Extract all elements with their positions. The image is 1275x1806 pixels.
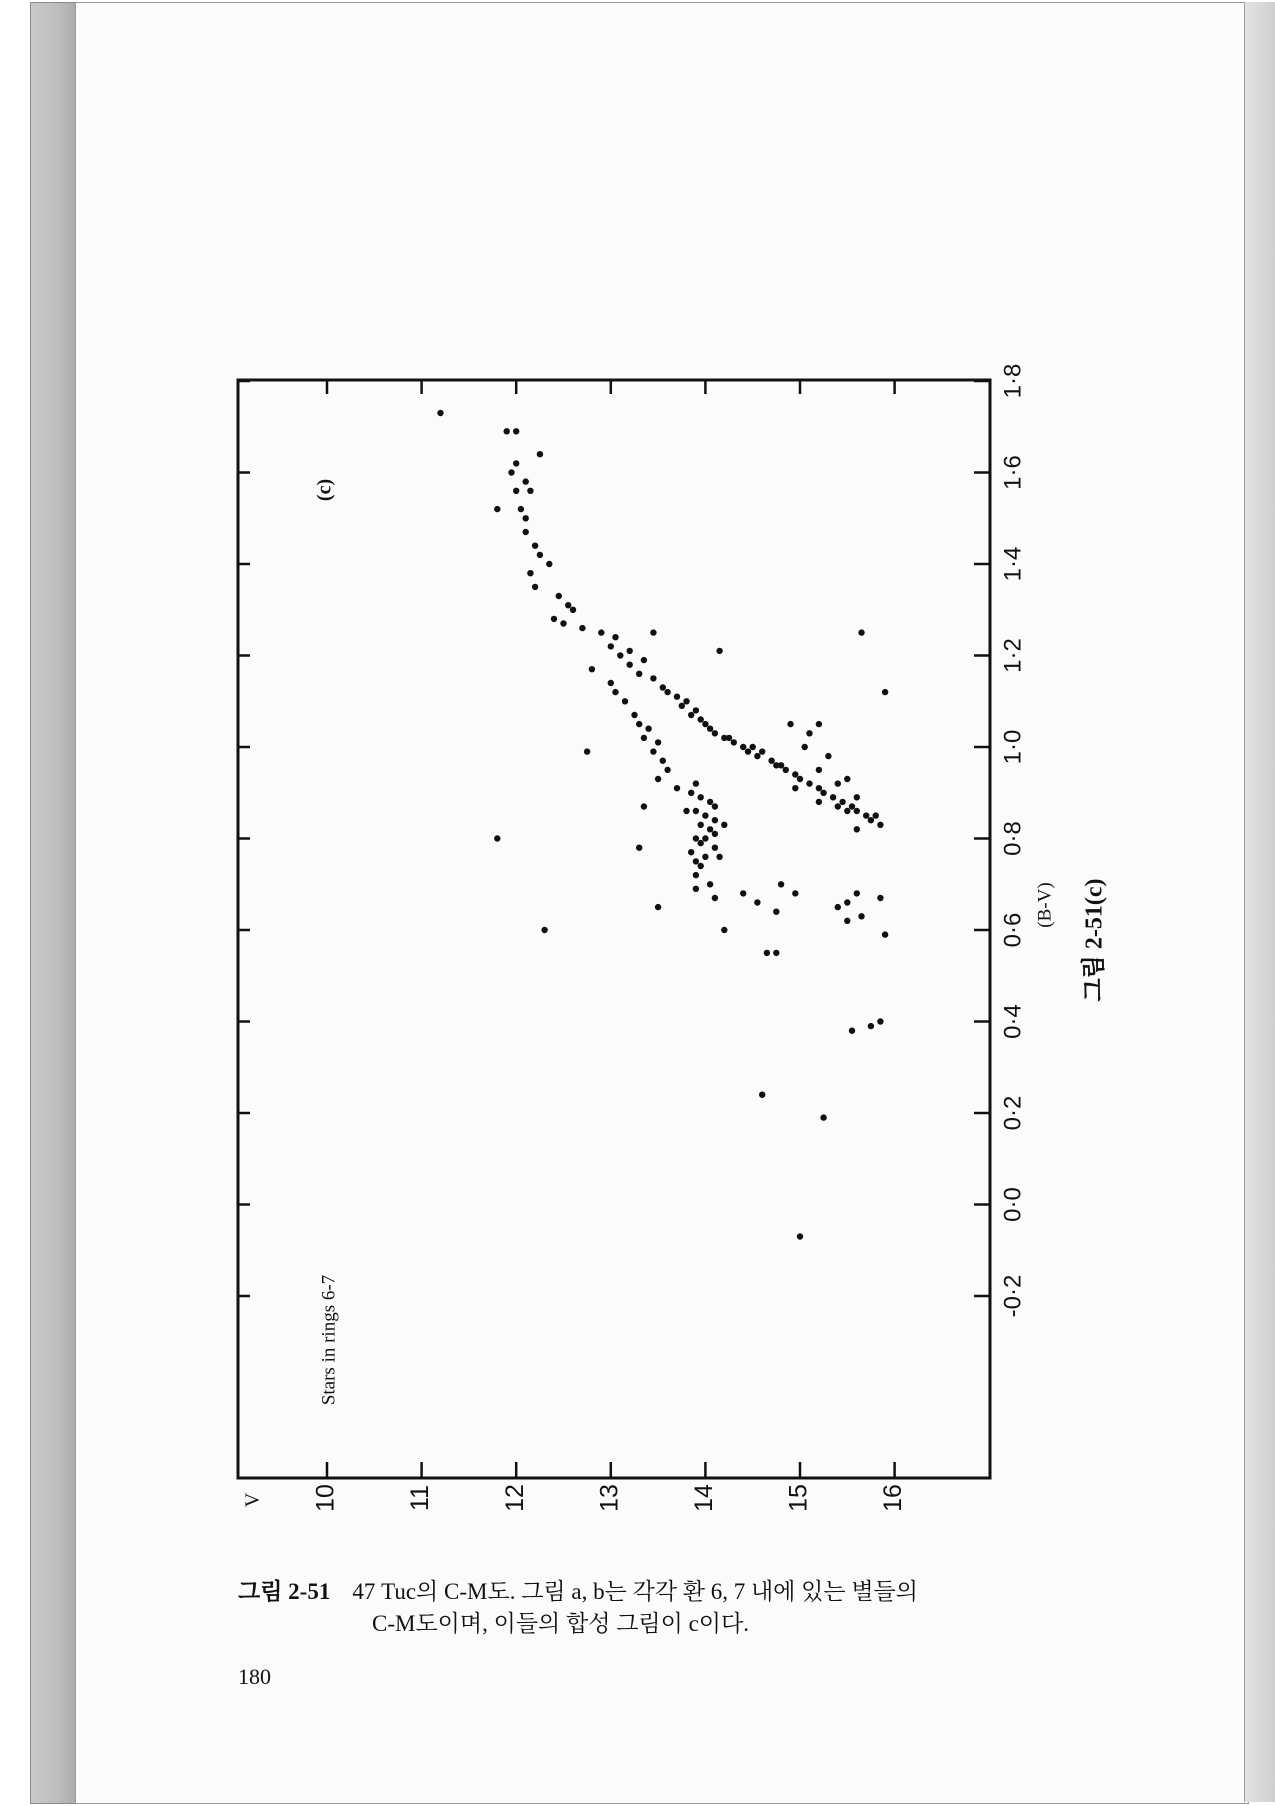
- star-point: [674, 694, 680, 700]
- star-point: [650, 675, 656, 681]
- star-point: [830, 794, 836, 800]
- star-point: [693, 858, 699, 864]
- star-point: [792, 785, 798, 791]
- star-point: [660, 758, 666, 764]
- star-point: [598, 629, 604, 635]
- bv-tick-label: 1·0: [999, 729, 1027, 765]
- star-point: [523, 515, 529, 521]
- star-point: [627, 648, 633, 654]
- star-point: [560, 620, 566, 626]
- v-tick-label: 13: [595, 1484, 624, 1512]
- star-point: [518, 506, 524, 512]
- star-point: [551, 616, 557, 622]
- star-point: [787, 721, 793, 727]
- star-point: [698, 716, 704, 722]
- star-point: [527, 488, 533, 494]
- star-point: [546, 561, 552, 567]
- caption-line-1: 47 Tuc의 C-M도. 그림 a, b는 각각 환 6, 7 내에 있는 별들의: [352, 1579, 918, 1604]
- star-point: [754, 753, 760, 759]
- plot-frame: [238, 380, 990, 1478]
- star-point: [764, 950, 770, 956]
- star-point: [854, 794, 860, 800]
- star-point: [759, 748, 765, 754]
- star-point: [712, 845, 718, 851]
- star-point: [773, 909, 779, 915]
- star-point: [877, 895, 883, 901]
- star-point: [716, 854, 722, 860]
- star-point: [877, 822, 883, 828]
- star-point: [608, 643, 614, 649]
- star-point: [527, 570, 533, 576]
- panel-label: (c): [313, 478, 336, 502]
- bv-tick-label: 0·2: [999, 1095, 1027, 1131]
- star-point: [849, 803, 855, 809]
- star-point: [641, 657, 647, 663]
- star-point: [698, 794, 704, 800]
- star-point: [494, 506, 500, 512]
- bv-tick-label: 0·6: [999, 912, 1027, 948]
- v-tick-label: 14: [690, 1484, 719, 1512]
- star-point: [731, 739, 737, 745]
- star-point: [806, 780, 812, 786]
- star-point: [721, 927, 727, 933]
- star-point: [523, 529, 529, 535]
- star-point: [858, 629, 864, 635]
- star-point: [579, 625, 585, 631]
- v-tick-label: 16: [879, 1484, 908, 1512]
- star-point: [712, 895, 718, 901]
- star-point: [844, 899, 850, 905]
- star-point: [707, 726, 713, 732]
- star-point: [712, 831, 718, 837]
- star-point: [688, 790, 694, 796]
- star-point: [508, 469, 514, 475]
- star-point: [650, 629, 656, 635]
- star-point: [740, 890, 746, 896]
- star-point: [698, 840, 704, 846]
- star-point: [608, 680, 614, 686]
- star-point: [693, 808, 699, 814]
- star-point: [745, 748, 751, 754]
- star-point: [820, 1114, 826, 1120]
- star-point: [556, 593, 562, 599]
- star-point: [589, 666, 595, 672]
- v-tick-label: 15: [784, 1484, 813, 1512]
- star-point: [868, 817, 874, 823]
- star-point: [854, 808, 860, 814]
- star-point: [868, 1023, 874, 1029]
- bv-tick-label: -0·2: [999, 1274, 1027, 1318]
- star-point: [877, 1018, 883, 1024]
- star-point: [683, 698, 689, 704]
- star-point: [650, 748, 656, 754]
- star-point: [768, 758, 774, 764]
- bv-tick-label: 0·4: [999, 1004, 1027, 1039]
- star-point: [504, 428, 510, 434]
- star-point: [612, 634, 618, 640]
- star-point: [825, 753, 831, 759]
- star-point: [873, 812, 879, 818]
- star-point: [816, 767, 822, 773]
- star-point: [565, 602, 571, 608]
- star-point: [802, 744, 808, 750]
- star-point: [688, 849, 694, 855]
- star-point: [702, 835, 708, 841]
- figure-caption: [238, 1576, 1138, 1640]
- star-point: [726, 735, 732, 741]
- star-point: [688, 712, 694, 718]
- star-point: [702, 721, 708, 727]
- star-point: [712, 730, 718, 736]
- star-point: [844, 776, 850, 782]
- star-point: [698, 863, 704, 869]
- star-point: [660, 684, 666, 690]
- star-point: [759, 1092, 765, 1098]
- star-point: [816, 721, 822, 727]
- star-point: [631, 712, 637, 718]
- star-point: [854, 890, 860, 896]
- v-tick-label: 11: [406, 1485, 435, 1511]
- star-point: [570, 607, 576, 613]
- star-point: [584, 748, 590, 754]
- star-point: [494, 835, 500, 841]
- x-axis-label: (B-V): [1034, 882, 1056, 928]
- star-point: [702, 812, 708, 818]
- star-point: [854, 826, 860, 832]
- bv-tick-label: 0·0: [999, 1187, 1027, 1222]
- star-point: [773, 950, 779, 956]
- v-tick-label: 12: [500, 1484, 529, 1512]
- bv-tick-label: 0·8: [999, 821, 1027, 856]
- star-point: [537, 451, 543, 457]
- page-number: 180: [238, 1664, 271, 1689]
- caption-label: 그림 2-51: [238, 1579, 331, 1604]
- star-point: [513, 428, 519, 434]
- star-point: [641, 803, 647, 809]
- star-point: [636, 845, 642, 851]
- star-point: [721, 822, 727, 828]
- star-point: [773, 762, 779, 768]
- star-point: [541, 927, 547, 933]
- figure-label: 그림 2-51(c): [1081, 878, 1108, 1002]
- star-point: [513, 460, 519, 466]
- star-point: [835, 803, 841, 809]
- star-point: [740, 744, 746, 750]
- star-point: [712, 817, 718, 823]
- star-point: [849, 1028, 855, 1034]
- star-point: [537, 552, 543, 558]
- star-point: [655, 739, 661, 745]
- bv-tick-label: 1·8: [999, 363, 1027, 399]
- y-axis-label: V: [241, 1492, 264, 1508]
- star-point: [707, 881, 713, 887]
- star-point: [532, 584, 538, 590]
- star-point: [778, 881, 784, 887]
- bv-tick-label: 1·2: [999, 638, 1027, 673]
- star-point: [882, 931, 888, 937]
- star-point: [693, 886, 699, 892]
- star-point: [679, 703, 685, 709]
- star-point: [655, 776, 661, 782]
- star-point: [655, 904, 661, 910]
- star-point: [750, 744, 756, 750]
- star-point: [636, 721, 642, 727]
- star-point: [707, 826, 713, 832]
- bv-tick-label: 1·4: [999, 546, 1027, 582]
- star-point: [754, 899, 760, 905]
- star-point: [532, 543, 538, 549]
- star-point: [664, 689, 670, 695]
- star-point: [683, 808, 689, 814]
- star-point: [797, 1233, 803, 1239]
- star-point: [617, 652, 623, 658]
- star-point: [712, 803, 718, 809]
- star-point: [835, 780, 841, 786]
- star-point: [645, 726, 651, 732]
- star-point: [844, 918, 850, 924]
- star-point: [627, 662, 633, 668]
- star-point: [612, 689, 618, 695]
- star-point: [820, 790, 826, 796]
- bv-tick-label: 1·6: [999, 455, 1027, 490]
- star-point: [523, 478, 529, 484]
- star-point: [816, 785, 822, 791]
- star-point: [835, 904, 841, 910]
- star-point: [882, 689, 888, 695]
- star-point: [797, 776, 803, 782]
- star-point: [702, 854, 708, 860]
- star-point: [664, 767, 670, 773]
- star-point: [863, 812, 869, 818]
- star-point: [693, 835, 699, 841]
- v-tick-label: 10: [311, 1484, 340, 1512]
- star-point: [513, 488, 519, 494]
- star-point: [622, 698, 628, 704]
- caption-line-2: C-M도이며, 이들의 합성 그림이 c이다.: [372, 1611, 749, 1636]
- star-point: [792, 771, 798, 777]
- star-point: [674, 785, 680, 791]
- star-point: [844, 808, 850, 814]
- star-point: [437, 410, 443, 416]
- star-point: [858, 913, 864, 919]
- star-point: [806, 730, 812, 736]
- star-point: [816, 799, 822, 805]
- star-point: [792, 890, 798, 896]
- star-point: [641, 735, 647, 741]
- rings-annotation: Stars in rings 6-7: [318, 1274, 340, 1406]
- star-point: [839, 799, 845, 805]
- star-point: [707, 799, 713, 805]
- star-point: [693, 780, 699, 786]
- star-point: [716, 648, 722, 654]
- star-point: [783, 767, 789, 773]
- star-point: [636, 671, 642, 677]
- star-point: [693, 707, 699, 713]
- star-point: [693, 872, 699, 878]
- star-point: [698, 822, 704, 828]
